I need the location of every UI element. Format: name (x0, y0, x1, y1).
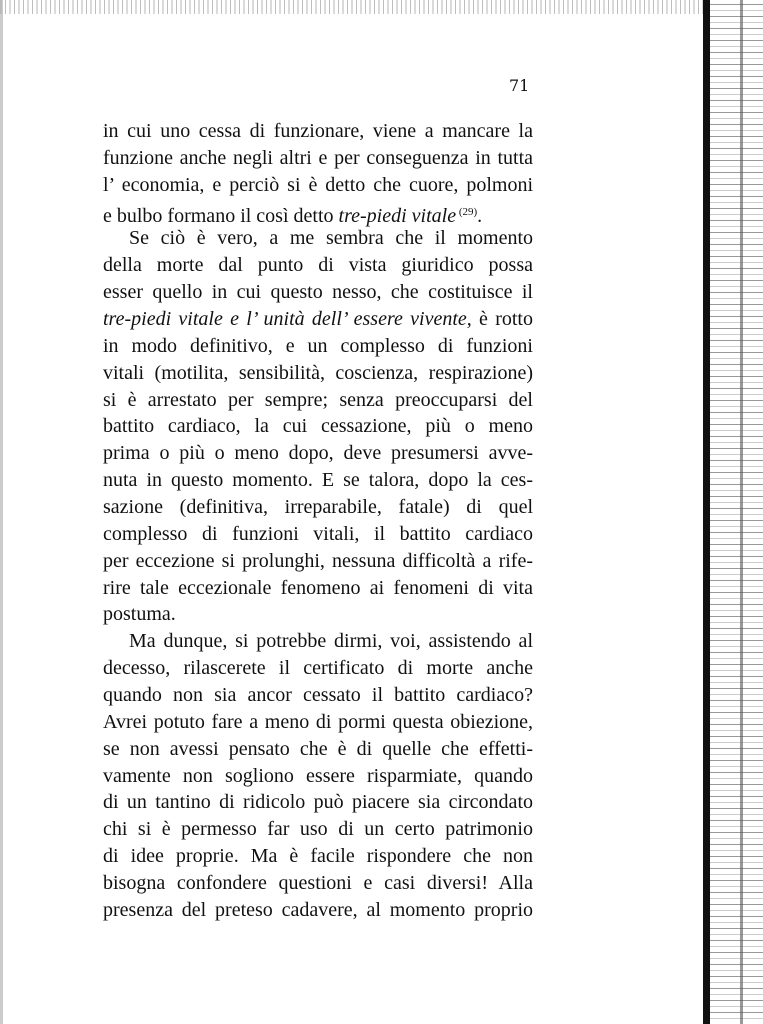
text-segment: di idee proprie. Ma è facile rispondere che non (103, 845, 533, 868)
text-segment: della morte dal punto di vista giuridico possa (103, 254, 533, 277)
text-segment: chi si è permesso far uso di un certo patrimonio (103, 818, 533, 841)
text-line (103, 736, 533, 763)
text-line (103, 897, 533, 924)
text-line (103, 360, 533, 387)
text-line (103, 494, 533, 521)
text-segment: in modo definitivo, e un complesso di funzioni (103, 334, 533, 357)
binding-shadow (703, 0, 710, 1024)
text-segment: se non avessi pensato che è di quelle che effetti- (103, 737, 533, 760)
book-binding-edge (703, 0, 763, 1024)
italic-text: tre-piedi vitale (338, 204, 457, 227)
text-line (103, 387, 533, 414)
binding-shadow-secondary (740, 0, 743, 1024)
text-segment: rire tale eccezionale fenomeno ai fenomeni di vita (103, 576, 533, 599)
italic-text: tre-piedi vitale e l’ unità dell’ essere vivente, (103, 308, 472, 331)
text-segment: . (477, 204, 483, 227)
text-line (103, 789, 533, 816)
text-line (103, 763, 533, 790)
text-line (103, 575, 533, 602)
text-line (103, 413, 533, 440)
text-segment: vitali (motilita, sensibilità, coscienza, respirazione) (103, 361, 533, 384)
text-segment: Se ciò è vero, a me sembra che il momento (129, 227, 533, 250)
text-segment: prima o più o meno dopo, deve presumersi avve- (103, 442, 533, 465)
text-line (103, 172, 533, 199)
text-line (103, 682, 533, 709)
text-segment: sazione (definitiva, irreparabile, fatale) di quel (103, 496, 533, 519)
text-line (103, 816, 533, 843)
scan-left-edge (0, 0, 3, 1024)
text-segment: postuma. (103, 603, 176, 626)
text-segment: vamente non sogliono essere risparmiate, quando (103, 764, 533, 787)
text-line (103, 145, 533, 172)
scan-top-edge (0, 0, 763, 14)
text-segment: funzione anche negli altri e per conseguenza in tutta (103, 146, 533, 169)
text-line (103, 440, 533, 467)
text-segment: esser quello in cui questo nesso, che costituisce il (103, 281, 533, 304)
text-segment: bisogna confondere questioni e casi diversi! Alla (103, 872, 533, 895)
text-line (103, 655, 533, 682)
text-line (103, 118, 533, 145)
text-line (103, 467, 533, 494)
text-segment: complesso di funzioni vitali, il battito cardiaco (103, 522, 533, 545)
text-line (103, 199, 533, 226)
text-line (103, 225, 533, 252)
text-line (103, 521, 533, 548)
body-text (103, 118, 533, 924)
text-line (103, 843, 533, 870)
text-segment: è rotto (471, 308, 533, 331)
text-segment: e bulbo formano il così detto (103, 204, 339, 227)
text-segment: per eccezione si prolunghi, nessuna difficoltà a rife- (103, 549, 533, 572)
text-line (103, 709, 533, 736)
text-line (103, 252, 533, 279)
text-segment: battito cardiaco, la cui cessazione, più o meno (103, 415, 533, 438)
text-segment: l’ economia, e perciò si è detto che cuore, polmoni (103, 173, 533, 196)
text-segment: nuta in questo momento. E se talora, dopo la ces- (103, 469, 533, 492)
text-segment: si è arrestato per sempre; senza preoccuparsi del (103, 388, 533, 411)
page-number: 71 (509, 76, 530, 95)
text-segment: quando non sia ancor cessato il battito cardiaco? (103, 684, 533, 707)
text-line (103, 306, 533, 333)
footnote-ref: (29) (456, 205, 478, 218)
text-line (103, 333, 533, 360)
text-line (103, 601, 533, 628)
text-segment: Avrei potuto fare a meno di pormi questa obiezione, (103, 710, 533, 733)
text-segment: in cui uno cessa di funzionare, viene a mancare la (103, 120, 533, 142)
text-line (103, 870, 533, 897)
text-segment: decesso, rilascerete il certificato di morte anche (103, 657, 533, 680)
text-line (103, 548, 533, 575)
text-line (103, 628, 533, 655)
text-segment: presenza del preteso cadavere, al momento proprio (103, 898, 533, 921)
text-segment: Ma dunque, si potrebbe dirmi, voi, assistendo al (129, 630, 533, 653)
text-segment: di un tantino di ridicolo può piacere sia circondato (103, 791, 533, 814)
text-line (103, 279, 533, 306)
